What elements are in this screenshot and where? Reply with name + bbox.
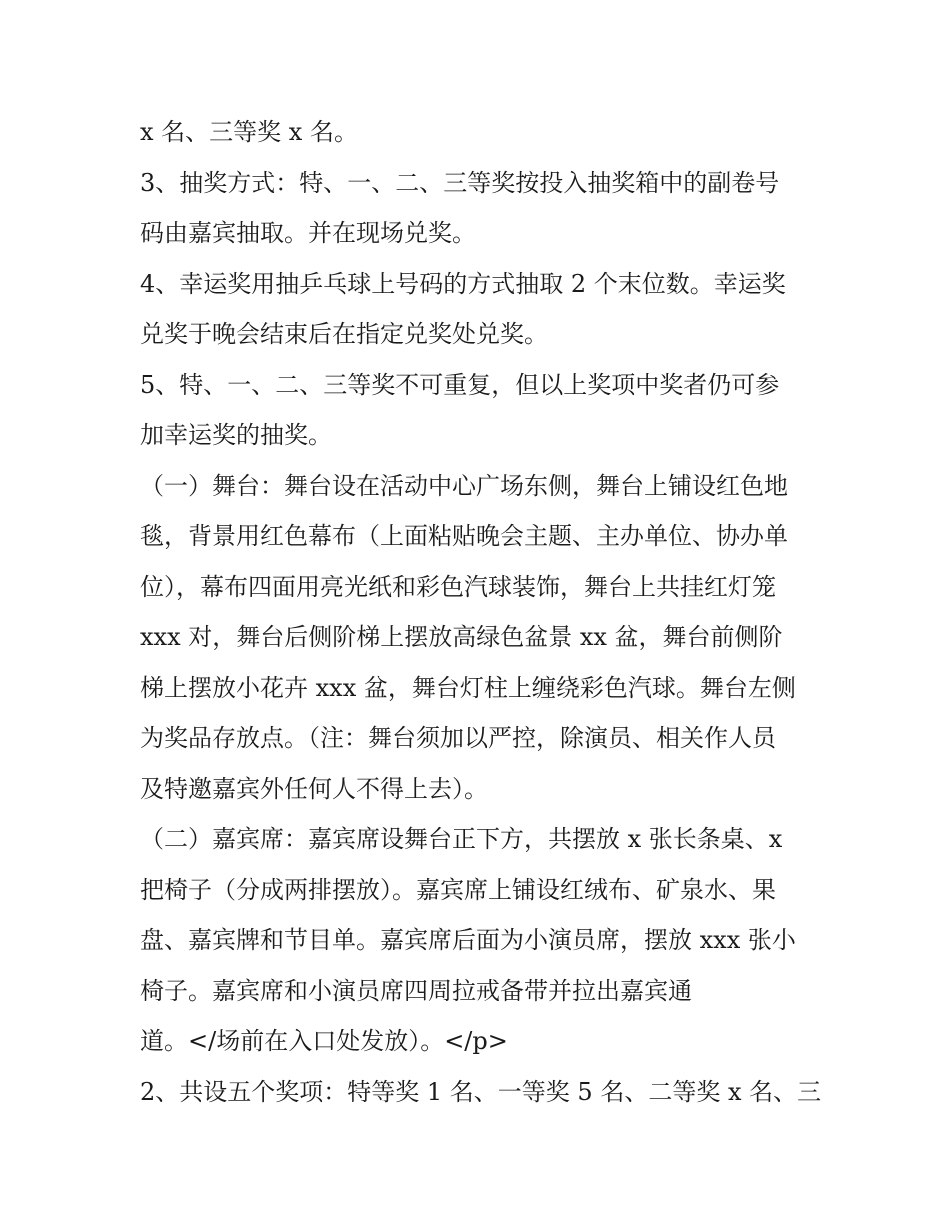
- text-line: xxx 对，舞台后侧阶梯上摆放高绿色盆景 xx 盆，舞台前侧阶: [140, 623, 783, 651]
- text-line: （一）舞台：舞台设在活动中心广场东侧，舞台上铺设红色地: [140, 471, 788, 500]
- text-line: 椅子。嘉宾席和小演员席四周拉戒备带并拉出嘉宾通: [140, 976, 692, 1005]
- text-line: 码由嘉宾抽取。并在现场兑奖。: [140, 219, 476, 247]
- text-line: 加幸运奖的抽奖。: [140, 421, 332, 449]
- text-line: 盘、嘉宾牌和节目单。嘉宾席后面为小演员席，摆放 xxx 张小: [140, 926, 796, 954]
- text-line: 梯上摆放小花卉 xxx 盆，舞台灯柱上缠绕彩色汽球。舞台左侧: [140, 673, 796, 702]
- text-line: 5、特、一、二、三等奖不可重复，但以上奖项中奖者仍可参: [140, 370, 780, 399]
- text-line: 3、抽奖方式：特、一、二、三等奖按投入抽奖箱中的副卷号: [140, 168, 780, 197]
- text-line: 位），幕布四面用亮光纸和彩色汽球装饰，舞台上共挂红灯笼: [140, 572, 776, 601]
- text-line: 把椅子（分成两排摆放）。嘉宾席上铺设红绒布、矿泉水、果: [140, 875, 776, 904]
- text-line: 为奖品存放点。（注：舞台须加以严控，除演员、相关作人员: [140, 724, 776, 752]
- text-line: 及特邀嘉宾外任何人不得上去）。: [140, 774, 488, 803]
- text-line: 毯，背景用红色幕布（上面粘贴晚会主题、主办单位、协办单: [140, 522, 788, 550]
- text-line: （二）嘉宾席：嘉宾席设舞台正下方，共摆放 x 张长条桌、x: [140, 825, 783, 853]
- document-body: [140, 107, 820, 1117]
- text-line: 兑奖于晚会结束后在指定兑奖处兑奖。: [140, 320, 548, 348]
- text-line: 道。</场前在入口处发放）。</p>: [140, 1027, 508, 1055]
- text-line: 2、共设五个奖项：特等奖 1 名、一等奖 5 名、二等奖 x 名、三: [140, 1077, 822, 1106]
- text-line: 4、幸运奖用抽乒乓球上号码的方式抽取 2 个末位数。幸运奖: [140, 269, 786, 298]
- text-line: x 名、三等奖 x 名。: [140, 118, 358, 146]
